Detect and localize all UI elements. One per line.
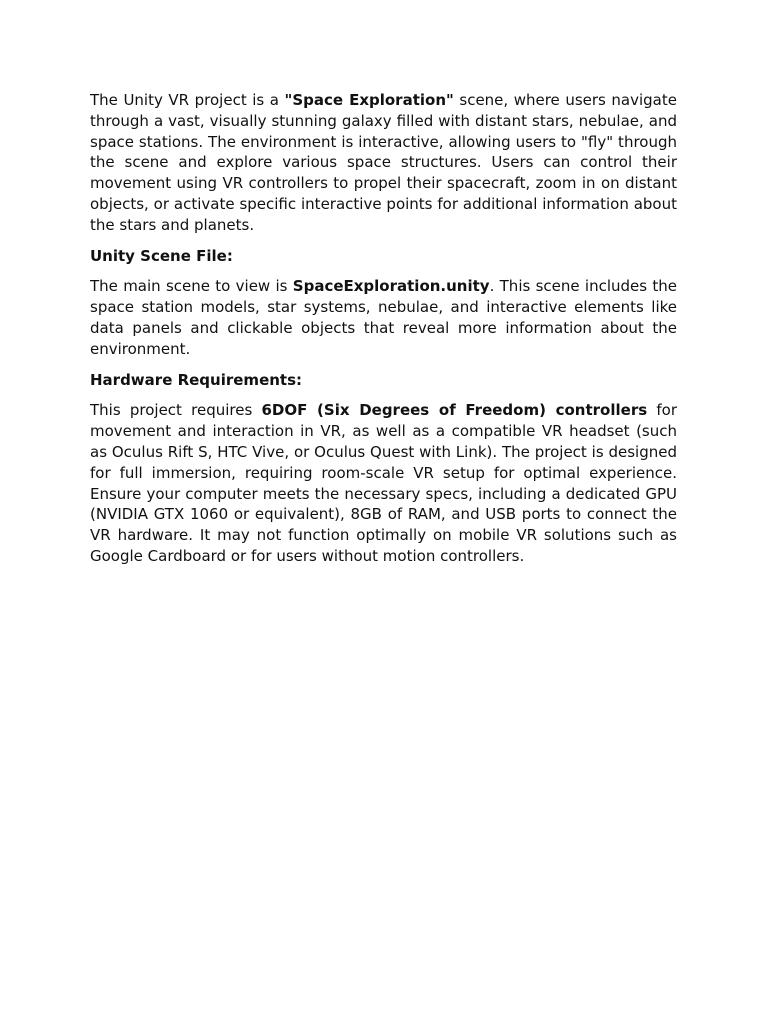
hardware-heading: Hardware Requirements: — [90, 370, 303, 389]
hardware-paragraph — [90, 400, 677, 566]
scene-file-heading: Unity Scene File: — [90, 246, 233, 265]
controllers-bold: 6DOF (Six Degrees of Freedom) controllers — [261, 401, 648, 420]
project-name-bold: "Space Exploration" — [284, 91, 454, 109]
scene-filename-bold: SpaceExploration.unity — [292, 277, 490, 296]
scene-text-start: The main scene to view is — [90, 277, 293, 296]
document-page — [90, 90, 677, 577]
intro-paragraph — [90, 90, 677, 236]
intro-text-start: The Unity VR project is a — [90, 91, 285, 109]
intro-text-rest: scene, where users navigate through a vast, visually stunning galaxy filled with distant stars, nebulae, and space stations. The environment is interactive, allowing users to "fly" through the scene and explore various space structures. Users can control their movement using VR controllers to propel their spacecraft, zoom in on distant objects, or activate specific interactive points for additional information about the stars and planets. — [90, 91, 677, 234]
hardware-text-rest: for movement and interaction in VR, as well as a compatible VR headset (such as Oculus Rift S, HTC Vive, or Oculus Quest with Link). The project is designed for full immersion, requiring room-scale VR setup for optimal experience. Ensure your computer meets the necessary specs, including a dedicated GPU (NVIDIA GTX 1060 or equivalent), 8GB of RAM, and USB ports to connect the VR hardware. It may not function optimally on mobile VR solutions such as Google Cardboard or for users without motion controllers. — [90, 401, 677, 565]
hardware-text-start: This project requires — [90, 401, 262, 420]
scene-text-rest: . This scene includes the space station models, star systems, nebulae, and interactive elements like data panels and clickable objects that reveal more information about the environment. — [90, 277, 677, 358]
scene-file-paragraph — [90, 276, 677, 359]
